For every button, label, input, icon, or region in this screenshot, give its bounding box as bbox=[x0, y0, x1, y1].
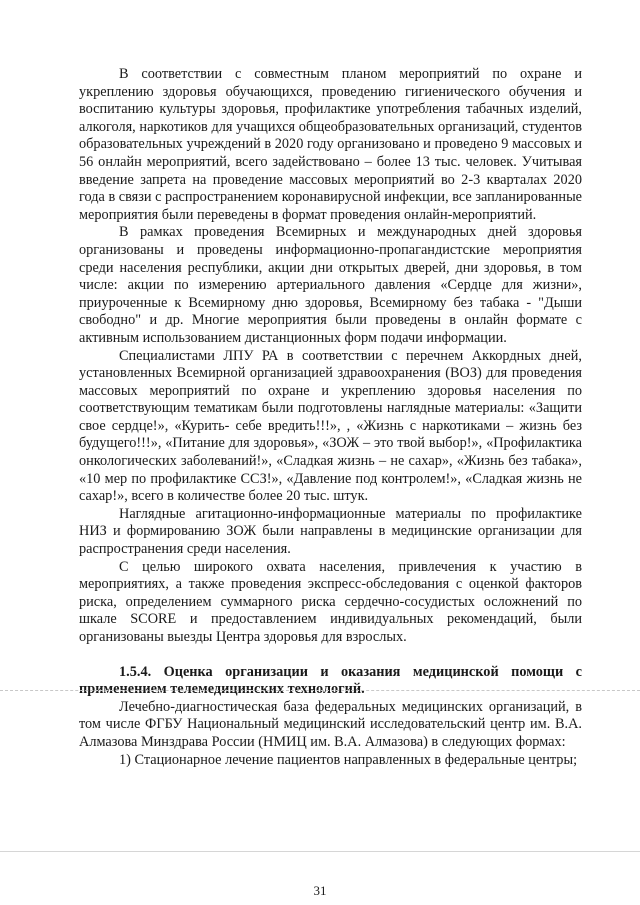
section-gap bbox=[79, 647, 582, 664]
list-item: 1) Стационарное лечение пациентов направленных в федеральные центры; bbox=[119, 751, 578, 768]
page-number: 31 bbox=[313, 883, 327, 898]
scan-divider bbox=[0, 690, 640, 691]
paragraph-distribution: Наглядные агитационно-информационные материалы по профилактике НИЗ и формированию ЗОЖ были направлены в медицинские организации для распространения среди населения. bbox=[79, 505, 582, 558]
paragraph-world-health-days: В рамках проведения Всемирных и международных дней здоровья организованы и проведены информационно-пропагандистские мероприятия среди населения республики, акции дни открытых дверей, дни здоровья, в том числе: акции по измерению артериального давления «Сердце для жизни», приуроченные к Всемирному дню здоровья, Всемирному без табака - "Дыши свободно" и др. Многие мероприятия были проведены в онлайн формате с активным использованием дистанционных форм подачи информации. bbox=[79, 224, 582, 346]
page-body bbox=[79, 66, 582, 769]
paragraph-health-center-visits: С целью широкого охвата населения, привлечения к участию в мероприятиях, а также проведения экспресс-обследования с оценкой факторов риска, определением суммарного риска сердечно-сосудистых осложнений по шкале SCORE и предоставлением индивидуальных рекомендаций, были организованы выезды Центра здоровья для взрослых. bbox=[79, 558, 582, 645]
paragraph-health-events: В соответствии с совместным планом мероприятий по охране и укреплению здоровья обучающихся, проведению гигиенического обучения и воспитанию культуры здоровья, профилактике употребления табачных изделий, алкоголя, наркотиков для учащихся общеобразовательных организаций, студентов образовательных учреждений в 2020 году организовано и проведено 9 массовых и 56 онлайн мероприятий, всего задействовано – более 13 тыс. человек. Учитывая введение запрета на проведение массовых мероприятий во 2-3 кварталах 2020 года в связи с распространением коронавирусной инфекции, все запланированные мероприятия были переведены в формат проведения онлайн-мероприятий. bbox=[79, 66, 583, 223]
section-heading: 1.5.4. Оценка организации и оказания медицинской помощи с применением телемедицинских технологий. bbox=[79, 663, 582, 698]
paragraph-visual-materials: Специалистами ЛПУ РА в соответствии с перечнем Аккордных дней, установленных Всемирной организацией здравоохранения (ВОЗ) для проведения массовых мероприятий по охране и укреплению здоровья населения по соответствующим тематикам были подготовлены наглядные материалы: «Защити свое сердце!», «Курить- себе вредить!!!», , «Жизнь с наркотиками – жизнь без будущего!!!», «Питание для здоровья», «ЗОЖ – это твой выбор!», «Профилактика онкологических заболеваний!», «Сладкая жизнь – не сахар», «Жизнь без табака», «10 мер по профилактике ССЗ!», «Давление под контролем!», «Сладкая жизнь не сахар!», всего в количестве более 20 тыс. штук. bbox=[79, 347, 582, 505]
scan-divider-bottom bbox=[0, 851, 640, 852]
paragraph-federal-centers: Лечебно-диагностическая база федеральных медицинских организаций, в том числе ФГБУ Национальный медицинский исследовательский центр им. В.А. Алмазова Минздрава России (НМИЦ им. В.А. Алмазова) в следующих формах: bbox=[79, 698, 582, 750]
